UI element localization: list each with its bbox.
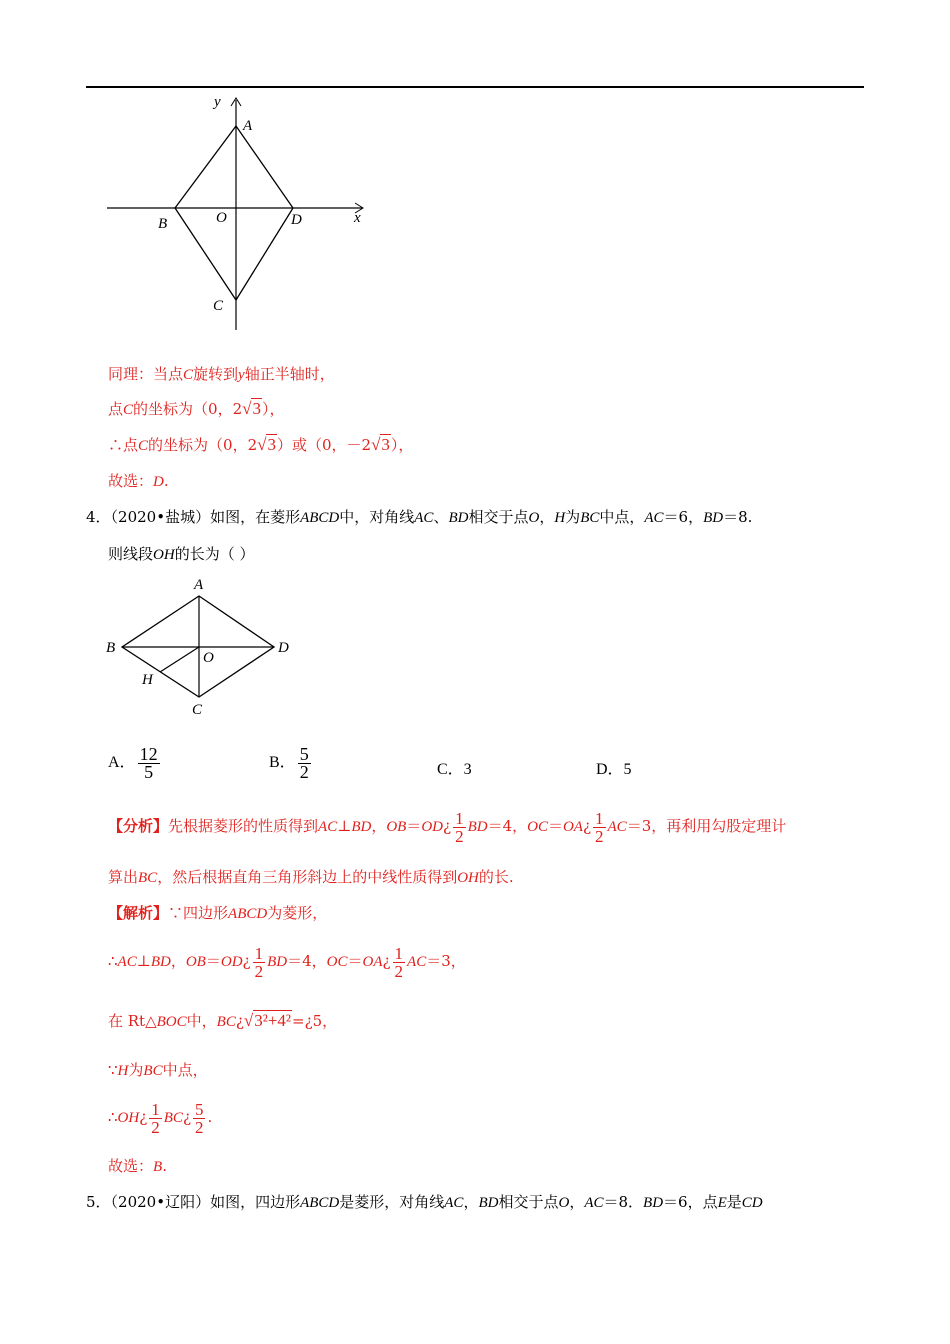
q4-solution-line6: 故选：B.: [108, 1157, 167, 1175]
q4-stem-line1: 4．（2020•盐城）如图，在菱形ABCD中，对角线AC、BD相交于点O，H为BC中点，AC＝6，BD＝8.: [86, 508, 753, 526]
label-c: C: [192, 702, 203, 718]
q4-analysis-line2: 算出BC，然后根据直角三角形斜边上的中线性质得到OH的长.: [108, 868, 514, 886]
q3-line2: 点C的坐标为（0，2√3），: [108, 399, 285, 418]
label-c: C: [213, 298, 224, 314]
label-o: O: [216, 210, 227, 226]
segment-oh: [160, 647, 199, 672]
option-d: D．5: [596, 761, 632, 778]
q4-options: [0, 746, 950, 786]
label-a: A: [194, 577, 204, 593]
label-a: A: [243, 118, 253, 134]
header-rule: [86, 86, 864, 88]
q5-stem-line1: 5．（2020•辽阳）如图，四边形ABCD是菱形，对角线AC，BD相交于点O，AC＝8．BD＝6，点E是CD: [86, 1193, 763, 1211]
label-b: B: [106, 640, 116, 656]
label-o: O: [203, 650, 214, 666]
q4-solution-line5: ∴OH¿ $\frac{1}{2}$ BC¿ $\frac{5}{2}$ .: [108, 1099, 213, 1137]
q3-line1: 同理：当点C旋转到y轴正半轴时，: [108, 365, 335, 383]
option-b: B． $\frac{5}{2}$: [269, 744, 309, 782]
label-h: H: [142, 672, 153, 688]
label-d: D: [278, 640, 289, 656]
label-y: y: [214, 94, 221, 110]
figure-coordinate-rhombus: [100, 92, 380, 337]
rhombus-abcd: [175, 126, 293, 300]
label-d: D: [291, 212, 302, 228]
q4-solution-line3: 在 Rt△BOC中，BC¿√3²+4²=¿5，: [108, 1011, 338, 1030]
q3-line3: ∴点C的坐标为（0，2√3）或（0，－2√3），: [108, 435, 414, 454]
q3-line4: 故选：D.: [108, 472, 169, 490]
label-b: B: [158, 216, 168, 232]
option-a: A． $\frac{12}{5}$: [108, 744, 158, 782]
q4-solution-line2: ∴AC⊥BD，OB＝OD¿ $\frac{1}{2}$ BD＝4，OC＝OA¿ $\frac{1}{2}$ AC＝3，: [108, 943, 466, 981]
q4-analysis-line1: 【分析】先根据菱形的性质得到AC⊥BD，OB＝OD¿ $\frac{1}{2}$ BD＝4，OC＝OA¿ $\frac{1}{2}$ AC＝3，再利用勾股定理计: [108, 808, 787, 846]
figure-rhombus-oh: [100, 572, 300, 722]
q4-solution-line1: 【解析】∵四边形ABCD为菱形，: [108, 904, 328, 922]
q4-solution-line4: ∵H为BC中点，: [108, 1061, 208, 1079]
label-x: x: [354, 210, 361, 226]
option-c: C．3: [437, 761, 472, 778]
q4-stem-line2: 则线段OH的长为（ ）: [108, 545, 255, 563]
